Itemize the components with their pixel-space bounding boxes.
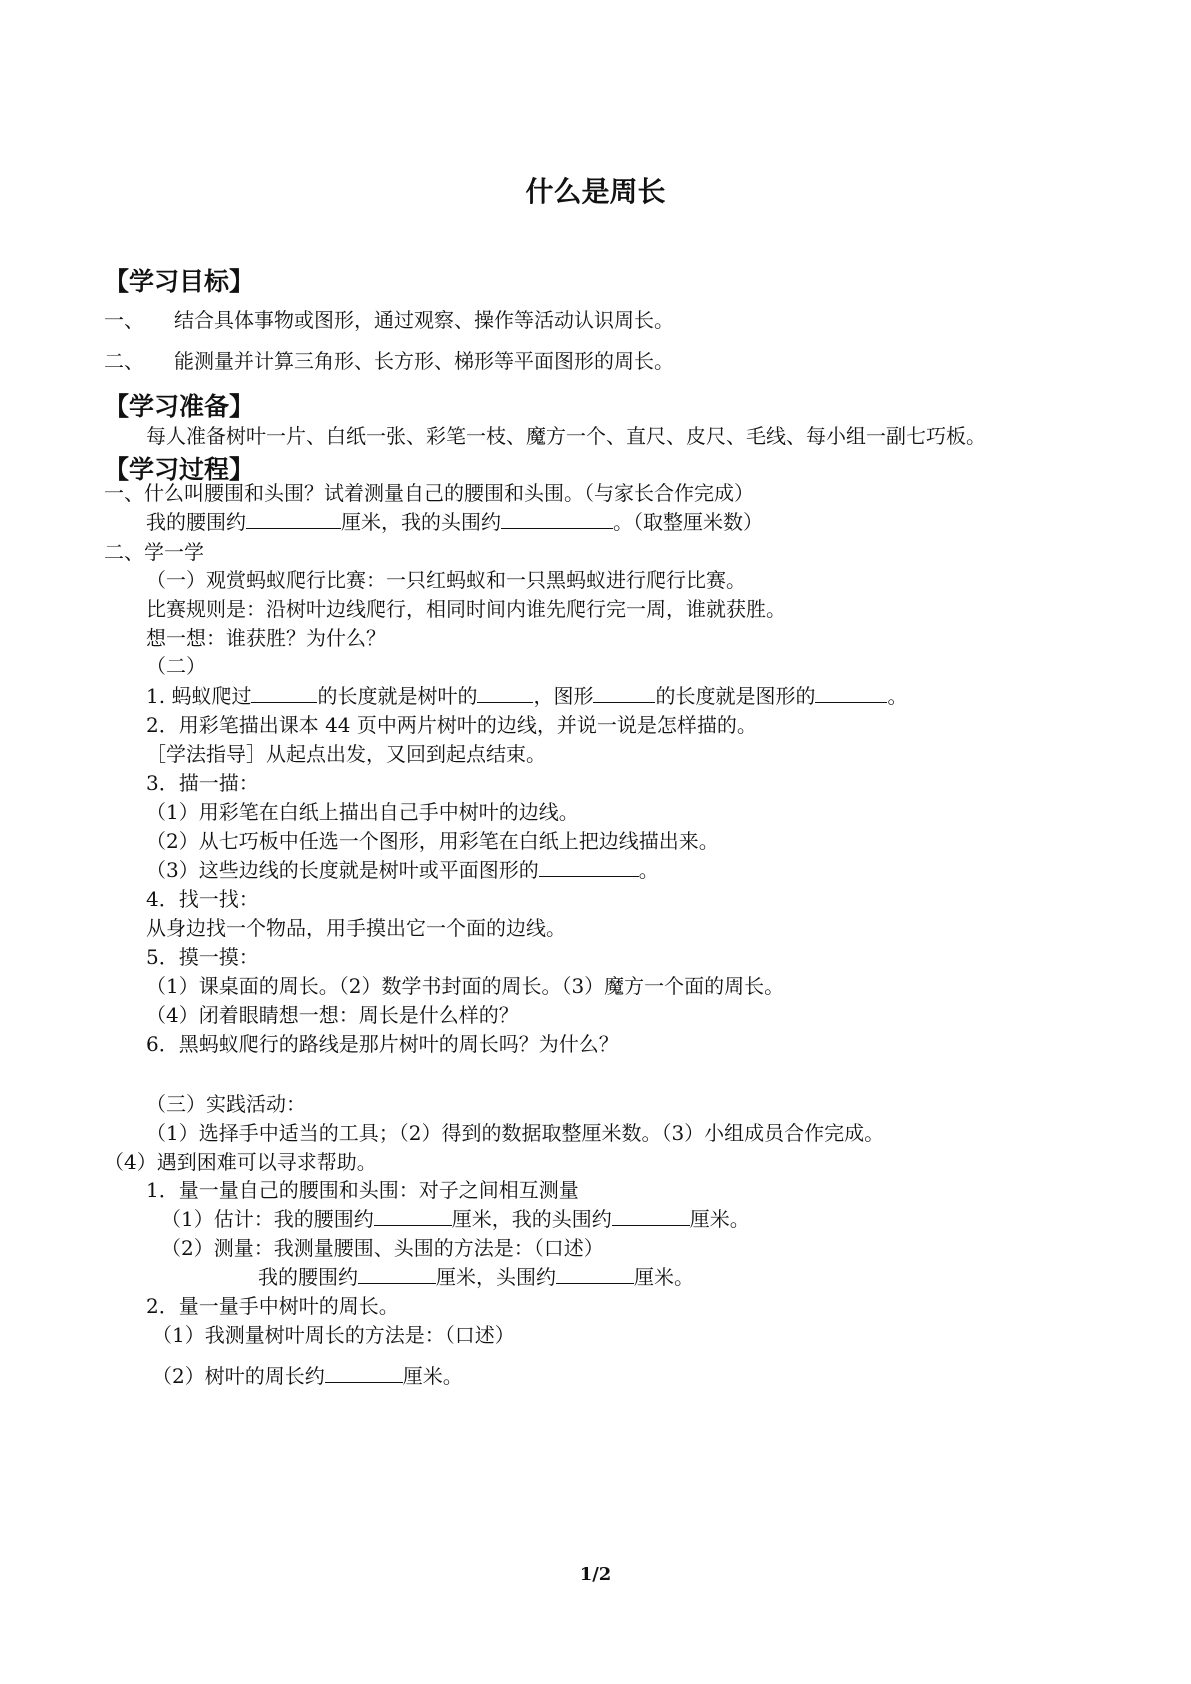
waist-blank[interactable] [246, 510, 341, 529]
section-prep-heading: 【学习准备】 [104, 392, 255, 421]
label: 厘米。 [689, 1207, 750, 1231]
label: 我的腰围约 [258, 1265, 358, 1289]
fill-blank[interactable] [593, 684, 655, 703]
item4-heading: 4．找一找： [146, 887, 259, 911]
goal-text: 结合具体事物或图形，通过观察、操作等活动认识周长。 [174, 308, 674, 332]
item1-line [146, 684, 907, 708]
head-blank[interactable] [501, 510, 613, 529]
fill-blank[interactable] [477, 684, 533, 703]
label: 厘米，我的头围约 [341, 510, 501, 534]
item4-text: 从身边找一个物品，用手摸出它一个面的边线。 [146, 916, 566, 940]
part2-sub2: （二） [146, 654, 206, 678]
item3-sub3 [146, 858, 659, 882]
label: 厘米。 [402, 1364, 463, 1388]
q1-text: 一、什么叫腰围和头围？试着测量自己的腰围和头围。（与家长合作完成） [104, 481, 754, 505]
goal-text: 能测量并计算三角形、长方形、梯形等平面图形的周长。 [174, 349, 674, 373]
label: 厘米，我的头围约 [451, 1207, 612, 1231]
item2-text: 2．用彩笔描出课本 44 页中两片树叶的边线，并说一说是怎样描的。 [146, 713, 757, 737]
q1-answer-line [146, 510, 763, 534]
label: ，图形 [533, 684, 594, 708]
label: 的长度就是图形的 [655, 684, 816, 708]
measure1-heading: 1．量一量自己的腰围和头围：对子之间相互测量 [146, 1178, 579, 1202]
waist-estimate-blank[interactable] [374, 1207, 452, 1226]
leaf-method: （1）我测量树叶周长的方法是：（口述） [152, 1323, 515, 1347]
rule-line-1: （1）选择手中适当的工具；（2）得到的数据取整厘米数。（3）小组成员合作完成。 [146, 1121, 885, 1145]
measure2-heading: 2．量一量手中树叶的周长。 [146, 1294, 399, 1318]
item6-text: 6．黑蚂蚁爬行的路线是那片树叶的周长吗？为什么？ [146, 1032, 619, 1056]
label: 。 [638, 858, 659, 882]
goal-item-1 [104, 308, 674, 332]
label: 厘米，头围约 [436, 1265, 556, 1289]
method-guide: ［学法指导］从起点出发，又回到起点结束。 [146, 742, 546, 766]
goal-number: 一、 [104, 308, 144, 332]
part3-heading: （三）实践活动： [146, 1092, 306, 1116]
estimate-line [161, 1207, 750, 1231]
item3-sub2: （2）从七巧板中任选一个图形，用彩笔在白纸上把边线描出来。 [146, 829, 719, 853]
leaf-perimeter-line [152, 1364, 463, 1388]
label: 。 [887, 684, 908, 708]
section-goals-heading: 【学习目标】 [104, 267, 255, 296]
measure-method: （2）测量：我测量腰围、头围的方法是：（口述） [161, 1236, 604, 1260]
label: （2）树叶的周长约 [152, 1364, 325, 1388]
race-rule: 比赛规则是：沿树叶边线爬行，相同时间内谁先爬行完一周，谁就获胜。 [146, 597, 786, 621]
fill-blank[interactable] [815, 684, 887, 703]
fill-blank[interactable] [539, 858, 639, 877]
goal-item-2 [104, 349, 674, 373]
part2-sub1: （一）观赏蚂蚁爬行比赛：一只红蚂蚁和一只黑蚂蚁进行爬行比赛。 [146, 568, 746, 592]
item5-sub2: （4）闭着眼睛想一想：周长是什么样的？ [146, 1003, 519, 1027]
label: 厘米。 [634, 1265, 694, 1289]
think-question: 想一想：谁获胜？为什么？ [146, 626, 386, 650]
measure-result-line [258, 1265, 694, 1289]
label: （3）这些边线的长度就是树叶或平面图形的 [146, 858, 539, 882]
item3-sub1: （1）用彩笔在白纸上描出自己手中树叶的边线。 [146, 800, 579, 824]
item5-sub1: （1）课桌面的周长。（2）数学书封面的周长。（3）魔方一个面的周长。 [146, 974, 785, 998]
item3-heading: 3．描一描： [146, 771, 259, 795]
rule-line-2: （4）遇到困难可以寻求帮助。 [104, 1150, 377, 1174]
leaf-perimeter-blank[interactable] [325, 1364, 403, 1383]
label: 。（取整厘米数） [613, 510, 763, 534]
page-number: 1/2 [579, 1564, 612, 1585]
label: （1）估计：我的腰围约 [161, 1207, 374, 1231]
part2-heading: 二、学一学 [104, 540, 204, 564]
page-title: 什么是周长 [525, 175, 666, 208]
label: 1. 蚂蚁爬过 [146, 684, 252, 708]
head-measure-blank[interactable] [556, 1265, 634, 1284]
section-process-heading: 【学习过程】 [104, 455, 255, 484]
waist-measure-blank[interactable] [358, 1265, 436, 1284]
item5-heading: 5．摸一摸： [146, 945, 259, 969]
fill-blank[interactable] [251, 684, 317, 703]
head-estimate-blank[interactable] [612, 1207, 690, 1226]
prep-text: 每人准备树叶一片、白纸一张、彩笔一枝、魔方一个、直尺、皮尺、毛线、每小组一副七巧板。 [146, 424, 986, 448]
label: 的长度就是树叶的 [317, 684, 478, 708]
goal-number: 二、 [104, 349, 144, 373]
label: 我的腰围约 [146, 510, 246, 534]
